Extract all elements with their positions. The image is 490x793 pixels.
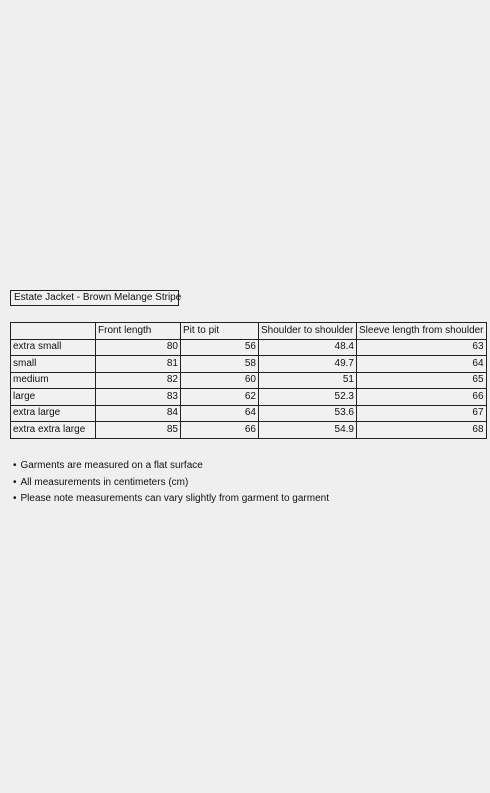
shoulder-to-shoulder-value: 48.4 [259, 339, 357, 356]
shoulder-to-shoulder-value: 51 [259, 372, 357, 389]
table-row [11, 339, 487, 356]
header-cell-shoulder-to-shoulder: Shoulder to shoulder [259, 323, 357, 340]
table-row [11, 372, 487, 389]
front-length-value: 82 [96, 372, 181, 389]
sleeve-length-value: 65 [357, 372, 487, 389]
note-item: • Please note measurements can vary slightly from garment to garment [13, 491, 329, 508]
size-label: extra extra large [11, 422, 96, 439]
pit-to-pit-value: 64 [181, 405, 259, 422]
header-cell-pit-to-pit: Pit to pit [181, 323, 259, 340]
table-row [11, 422, 487, 439]
front-length-value: 85 [96, 422, 181, 439]
size-label: extra large [11, 405, 96, 422]
shoulder-to-shoulder-value: 52.3 [259, 389, 357, 406]
size-label: small [11, 356, 96, 373]
size-chart-table [10, 322, 487, 439]
header-cell-sleeve-length: Sleeve length from shoulder [357, 323, 487, 340]
product-title: Estate Jacket - Brown Melange Stripe [10, 290, 179, 306]
size-label: extra small [11, 339, 96, 356]
header-cell-front-length: Front length [96, 323, 181, 340]
sleeve-length-value: 63 [357, 339, 487, 356]
table-row [11, 405, 487, 422]
shoulder-to-shoulder-value: 49.7 [259, 356, 357, 373]
note-item: • Garments are measured on a flat surface [13, 458, 329, 475]
note-item: • All measurements in centimeters (cm) [13, 475, 329, 492]
pit-to-pit-value: 62 [181, 389, 259, 406]
size-label: medium [11, 372, 96, 389]
sleeve-length-value: 66 [357, 389, 487, 406]
table-row [11, 356, 487, 373]
pit-to-pit-value: 56 [181, 339, 259, 356]
table-row [11, 389, 487, 406]
shoulder-to-shoulder-value: 54.9 [259, 422, 357, 439]
front-length-value: 80 [96, 339, 181, 356]
sleeve-length-value: 67 [357, 405, 487, 422]
measurement-notes [13, 458, 329, 508]
sleeve-length-value: 64 [357, 356, 487, 373]
shoulder-to-shoulder-value: 53.6 [259, 405, 357, 422]
pit-to-pit-value: 60 [181, 372, 259, 389]
sleeve-length-value: 68 [357, 422, 487, 439]
pit-to-pit-value: 58 [181, 356, 259, 373]
table-header-row [11, 323, 487, 340]
size-label: large [11, 389, 96, 406]
pit-to-pit-value: 66 [181, 422, 259, 439]
header-cell-size [11, 323, 96, 340]
front-length-value: 84 [96, 405, 181, 422]
front-length-value: 81 [96, 356, 181, 373]
front-length-value: 83 [96, 389, 181, 406]
